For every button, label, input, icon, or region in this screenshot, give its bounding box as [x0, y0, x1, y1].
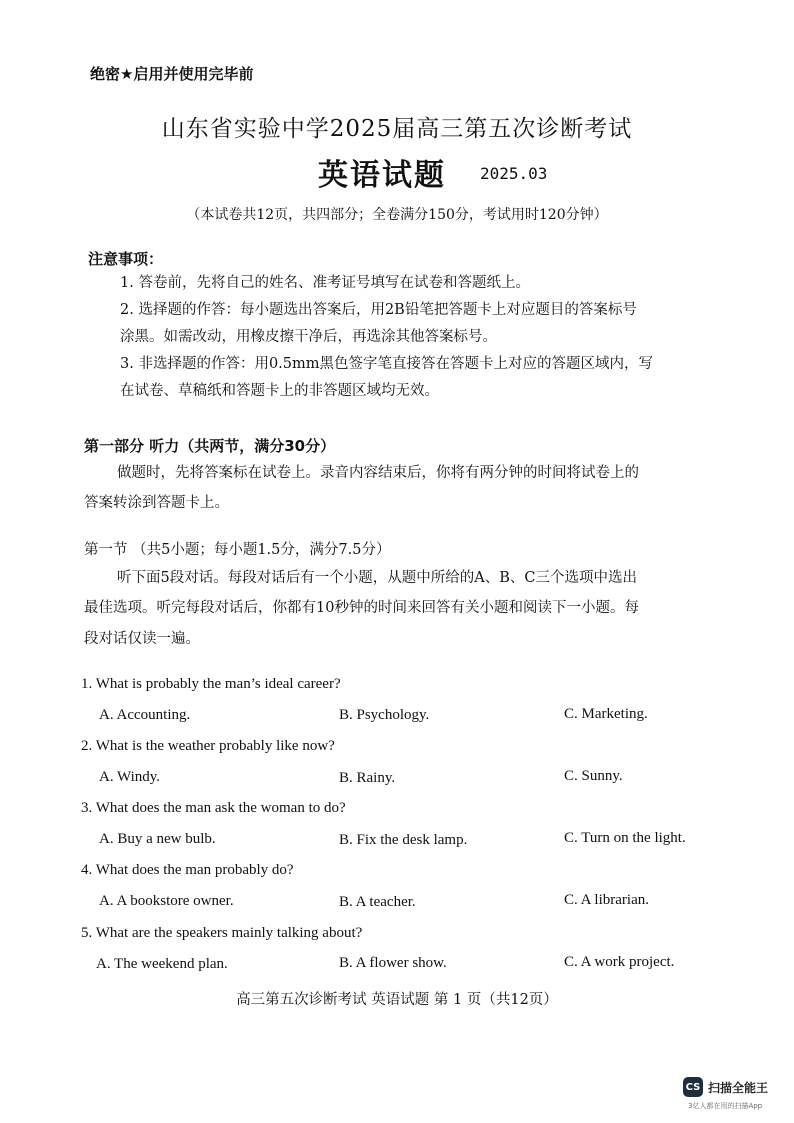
- option-c: C. A work project.: [564, 954, 675, 970]
- option-c: C. Turn on the light.: [564, 830, 686, 846]
- note-line: 2. 选择题的作答：每小题选出答案后，用2B铅笔把答题卡上对应题目的答案标号: [120, 302, 637, 318]
- option-b: B. A flower show.: [339, 955, 447, 971]
- page-footer: 高三第五次诊断考试 英语试题 第 1 页（共12页）: [236, 992, 558, 1008]
- subject-title: 英语试题: [318, 158, 446, 193]
- question-stem: 1. What is probably the man’s ideal career?: [81, 676, 341, 692]
- question-stem: 3. What does the man ask the woman to do?: [81, 800, 346, 816]
- part1-instruction: 答案转涂到答题卡上。: [84, 495, 229, 511]
- notes-heading: 注意事项：: [88, 250, 164, 268]
- note-line: 涂黑。如需改动，用橡皮擦干净后，再选涂其他答案标号。: [120, 329, 497, 345]
- section1-heading: 第一节 （共5小题；每小题1.5分，满分7.5分）: [84, 542, 391, 558]
- option-c: C. A librarian.: [564, 892, 649, 908]
- section1-instruction: 段对话仅读一遍。: [84, 631, 200, 647]
- option-a: A. Accounting.: [99, 707, 191, 723]
- part1-heading: 第一部分 听力（共两节，满分30分）: [84, 437, 336, 455]
- note-line: 1. 答卷前，先将自己的姓名、准考证号填写在试卷和答题纸上。: [120, 275, 530, 291]
- option-b: B. Psychology.: [339, 707, 430, 723]
- option-b: B. Rainy.: [339, 770, 396, 786]
- option-b: B. Fix the desk lamp.: [339, 832, 468, 848]
- section1-instruction: 听下面5段对话。每段对话后有一个小题，从题中所给的A、B、C三个选项中选出: [117, 570, 637, 586]
- option-a: A. Windy.: [99, 769, 161, 785]
- option-a: A. The weekend plan.: [96, 956, 228, 972]
- option-b: B. A teacher.: [339, 894, 416, 910]
- note-line: 3. 非选择题的作答：用0.5mm黑色签字笔直接答在答题卡上对应的答题区域内，写: [120, 356, 653, 372]
- exam-title: 山东省实验中学2025届高三第五次诊断考试: [161, 116, 633, 142]
- section1-instruction: 最佳选项。听完每段对话后，你都有10秒钟的时间来回答有关小题和阅读下一小题。每: [84, 600, 639, 616]
- option-a: A. A bookstore owner.: [99, 893, 234, 909]
- exam-info: （本试卷共12页，共四部分；全卷满分150分，考试用时120分钟）: [186, 207, 608, 223]
- question-stem: 5. What are the speakers mainly talking about?: [81, 925, 363, 941]
- scanner-tagline: 3亿人都在用的扫描App: [688, 1102, 763, 1110]
- scanner-app-name: 扫描全能王: [708, 1080, 769, 1095]
- option-c: C. Sunny.: [564, 768, 623, 784]
- confidential-notice: 绝密★启用并使用完毕前: [90, 65, 254, 83]
- option-a: A. Buy a new bulb.: [99, 831, 216, 847]
- scanner-watermark: [683, 1077, 768, 1097]
- question-stem: 4. What does the man probably do?: [81, 862, 294, 878]
- part1-instruction: 做题时，先将答案标在试卷上。录音内容结束后，你将有两分钟的时间将试卷上的: [117, 465, 639, 481]
- camscanner-logo-icon: CS: [683, 1077, 703, 1097]
- note-line: 在试卷、草稿纸和答题卡上的非答题区域均无效。: [120, 383, 439, 399]
- option-c: C. Marketing.: [564, 706, 648, 722]
- question-stem: 2. What is the weather probably like now?: [81, 738, 335, 754]
- exam-date: 2025.03: [480, 164, 548, 183]
